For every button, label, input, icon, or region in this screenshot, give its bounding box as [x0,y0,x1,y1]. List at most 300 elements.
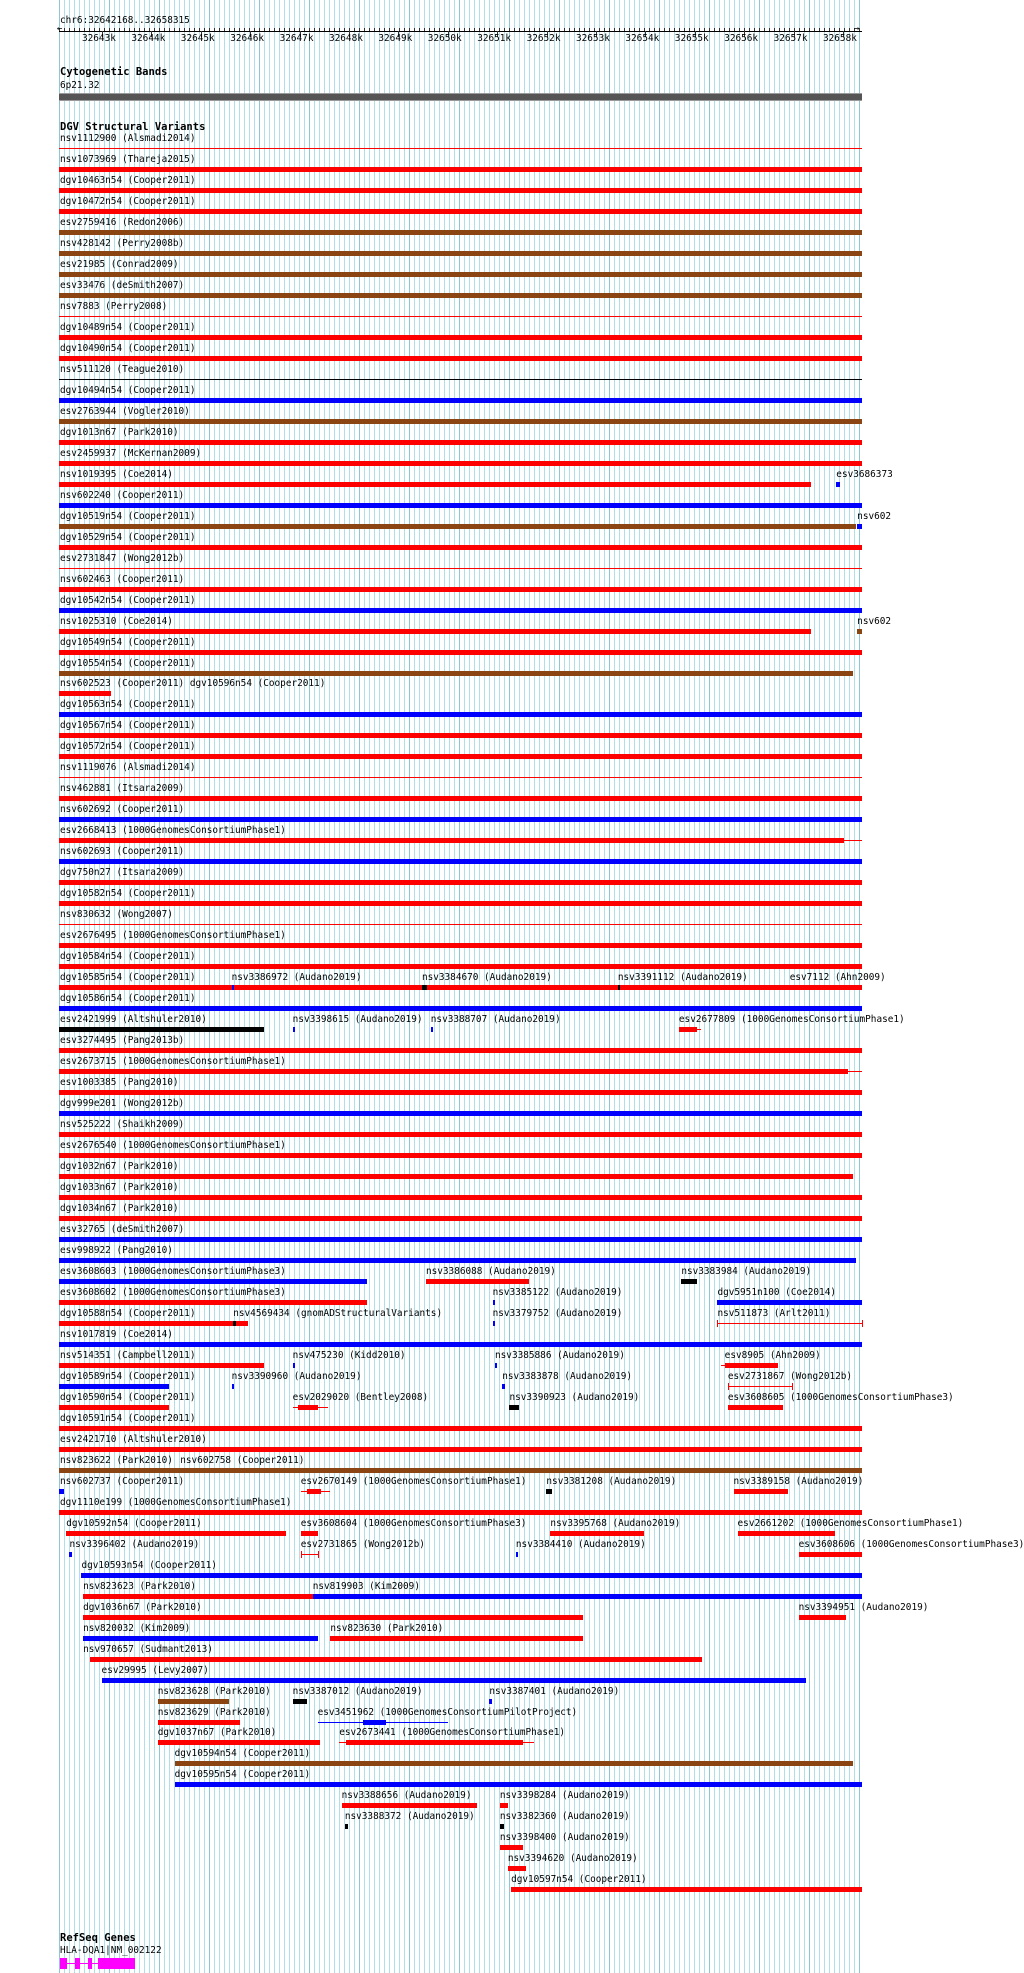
variant-label[interactable]: dgv1036n67 (Park2010) [83,1601,202,1613]
variant-bar[interactable] [330,1636,583,1641]
variant-label[interactable]: dgv1032n67 (Park2010) [60,1161,179,1173]
variant-label[interactable]: nsv602240 (Cooper2011) [60,489,185,501]
variant-bar[interactable] [102,1678,806,1683]
variant-bar[interactable] [59,167,862,172]
variant-label[interactable]: dgv10594n54 (Cooper2011) [174,1748,311,1760]
variant-bar[interactable] [59,1342,862,1347]
variant-bar[interactable] [59,1258,856,1263]
variant-label[interactable]: nsv1017819 (Coe2014) [60,1328,173,1340]
variant-label[interactable]: esv2731847 (Wong2012b) [60,552,185,564]
ruler-minor-tick [799,28,800,31]
variant-bar[interactable] [59,650,862,655]
variant-label[interactable]: nsv602758 (Cooper2011) [180,1454,305,1466]
variant-bar[interactable] [59,524,856,529]
variant-bar[interactable] [717,1300,862,1305]
variant-bar[interactable] [59,545,862,550]
variant-label[interactable]: nsv3388656 (Audano2019) [341,1790,472,1802]
variant-label[interactable]: dgv750n27 (Itsara2009) [60,867,185,879]
ruler-minor-tick [464,28,465,31]
variant-bar[interactable] [59,1027,264,1032]
variant-label[interactable]: esv998922 (Pang2010) [60,1244,173,1256]
variant-bar[interactable] [59,1300,367,1305]
variant-bar[interactable] [59,817,862,822]
variant-bar[interactable] [516,1552,518,1557]
ruler-minor-tick [484,28,485,31]
variant-label[interactable]: nsv830632 (Wong2007) [60,909,173,921]
variant-label[interactable]: dgv10542n54 (Cooper2011) [60,594,196,606]
variant-label[interactable]: nsv3394951 (Audano2019) [798,1601,929,1613]
ruler-tick-label: 32656k [724,33,759,44]
ruler-minor-tick [274,28,275,31]
variant-label[interactable]: nsv3391112 (Audano2019) [617,972,748,984]
variant-bar[interactable] [799,1552,862,1557]
ruler-minor-tick [514,28,515,31]
variant-label[interactable]: nsv3398284 (Audano2019) [499,1790,630,1802]
variant-inner-block[interactable] [363,1720,385,1725]
cytoband-bar[interactable] [59,93,862,101]
variant-label[interactable]: esv29995 (Levy2007) [101,1664,209,1676]
variant-label[interactable]: esv3608602 (1000GenomesConsortiumPhase3) [60,1286,286,1298]
variant-label[interactable]: esv3608604 (1000GenomesConsortiumPhase3) [300,1517,527,1529]
variant-label[interactable]: nsv1025310 (Coe2014) [60,615,173,627]
variant-label[interactable]: esv2661202 (1000GenomesConsortiumPhase1) [737,1517,964,1529]
variant-label[interactable]: nsv823628 (Park2010) [157,1685,271,1697]
ruler-minor-tick [549,28,550,31]
variant-bar[interactable] [59,671,853,676]
ruler-tick-label: 32650k [427,33,462,44]
variant-bar[interactable] [293,1027,295,1032]
ruler-minor-tick [474,28,475,31]
variant-label[interactable]: nsv823629 (Park2010) [157,1706,271,1718]
ruler-minor-tick [684,28,685,31]
variant-label[interactable]: esv2673715 (1000GenomesConsortiumPhase1) [60,1056,286,1068]
variant-label[interactable]: dgv10572n54 (Cooper2011) [60,741,196,753]
variant-bar[interactable] [83,1594,313,1599]
variant-bar[interactable] [301,1531,318,1536]
variant-bar[interactable] [550,1531,644,1536]
variant-bar[interactable] [59,251,862,256]
variant-bar[interactable] [618,985,620,990]
variant-bar[interactable] [493,1321,495,1326]
variant-label[interactable]: esv2459937 (McKernan2009) [60,447,202,459]
variant-bar[interactable] [232,1384,234,1389]
variant-label[interactable]: esv2421999 (Altshuler2010) [60,1014,207,1026]
ruler-left-arrow-icon: ← [57,24,63,34]
variant-label[interactable]: esv2676540 (1000GenomesConsortiumPhase1) [60,1140,286,1152]
ruler-minor-tick [599,28,600,31]
variant-bar[interactable] [59,568,862,569]
variant-bar[interactable] [59,712,862,717]
variant-bar[interactable] [59,230,862,235]
variant-bar[interactable] [836,482,840,487]
variant-label[interactable]: nsv602523 (Cooper2011) [60,678,185,690]
variant-label[interactable]: esv7112 (Ahn2009) [789,972,886,984]
variant-bar[interactable] [59,1384,169,1389]
variant-bar[interactable] [59,1153,862,1158]
variant-label[interactable]: nsv462881 (Itsara2009) [60,783,185,795]
variant-bar[interactable] [59,419,862,424]
variant-label[interactable]: esv1003385 (Pang2010) [60,1077,179,1089]
variant-bar[interactable] [59,777,862,778]
variant-label[interactable]: nsv3389158 (Audano2019) [733,1475,864,1487]
variant-label[interactable]: nsv514351 (Campbell2011) [60,1349,196,1361]
variant-label[interactable]: dgv10463n54 (Cooper2011) [60,174,196,186]
ruler-minor-tick [544,28,545,31]
variant-bar[interactable] [59,859,862,864]
variant-bar[interactable] [69,1552,71,1557]
variant-label[interactable]: nsv3385122 (Audano2019) [492,1286,623,1298]
variant-bar[interactable] [59,461,862,466]
variant-label[interactable]: nsv3383878 (Audano2019) [502,1370,633,1382]
variant-bar[interactable] [509,1405,519,1410]
variant-label[interactable]: nsv3398615 (Audano2019) [292,1014,423,1026]
variant-bar[interactable] [59,482,811,487]
variant-label[interactable]: dgv10595n54 (Cooper2011) [174,1769,311,1781]
variant-bar[interactable] [59,985,862,990]
variant-label[interactable]: esv3608606 (1000GenomesConsortiumPhase3) [798,1538,1024,1550]
variant-bar[interactable] [59,629,811,634]
cytoband-label: 6p21.32 [60,80,100,91]
variant-label[interactable]: nsv3387401 (Audano2019) [489,1685,620,1697]
ruler-minor-tick [679,28,680,31]
variant-bar[interactable] [59,1405,169,1410]
variant-label[interactable]: nsv602737 (Cooper2011) [60,1475,185,1487]
variant-label[interactable]: esv33476 (deSmith2007) [60,279,185,291]
variant-label[interactable]: dgv10584n54 (Cooper2011) [60,951,196,963]
variant-label[interactable]: dgv1033n67 (Park2010) [60,1182,179,1193]
variant-label[interactable]: esv21985 (Conrad2009) [60,258,179,270]
ruler-minor-tick [784,28,785,31]
variant-label[interactable]: dgv10592n54 (Cooper2011) [66,1517,202,1529]
ruler-minor-tick [844,28,845,31]
variant-bar[interactable] [500,1845,523,1850]
ruler-minor-tick [389,28,390,31]
variant-label[interactable]: esv2421710 (Altshuler2010) [60,1433,207,1445]
variant-label[interactable]: dgv1013n67 (Park2010) [60,426,179,438]
variant-label[interactable]: nsv819903 (Kim2009) [312,1580,420,1592]
variant-bar[interactable] [59,964,862,969]
variant-bar[interactable] [422,985,427,990]
variant-bar[interactable] [59,148,862,149]
variant-bar[interactable] [59,335,862,340]
variant-label[interactable]: nsv525222 (Shaikh2009) [60,1119,185,1131]
variant-bar[interactable] [857,629,862,634]
variant-bar[interactable] [59,691,111,696]
variant-label[interactable]: esv2759416 (Redon2006) [60,216,185,228]
variant-extent-line [59,840,862,841]
variant-label[interactable]: nsv3382360 (Audano2019) [499,1811,630,1823]
variant-label[interactable]: dgv10596n54 (Cooper2011) [189,678,326,690]
variant-label[interactable]: dgv10591n54 (Cooper2011) [60,1412,196,1424]
ruler-minor-tick [469,28,470,31]
variant-bar[interactable] [158,1720,241,1725]
variant-bar[interactable] [59,1216,862,1221]
ruler-minor-tick [639,28,640,31]
ruler-tick-label: 32657k [773,33,808,44]
variant-label[interactable]: dgv10597n54 (Cooper2011) [511,1874,647,1886]
variant-bar[interactable] [59,272,862,277]
variant-bar[interactable] [293,1699,307,1704]
variant-label[interactable]: esv3608605 (1000GenomesConsortiumPhase3) [727,1391,954,1403]
variant-bar[interactable] [59,587,862,592]
ruler-minor-tick [159,28,160,31]
variant-bar[interactable] [59,1132,862,1137]
ruler-minor-tick [239,28,240,31]
ruler-minor-tick [754,28,755,31]
variant-bar[interactable] [59,1237,862,1242]
variant-bar[interactable] [59,356,862,361]
variant-bar[interactable] [59,1174,853,1179]
variant-label[interactable]: dgv10549n54 (Cooper2011) [60,636,196,648]
variant-label[interactable]: nsv1073969 (Thareja2015) [60,153,196,165]
variant-bar[interactable] [59,209,862,214]
ruler-minor-tick [354,28,355,31]
variant-label[interactable]: nsv602693 (Cooper2011) [60,846,185,858]
variant-label[interactable]: esv3608603 (1000GenomesConsortiumPhase3) [60,1265,286,1277]
variant-bar[interactable] [59,503,862,508]
variant-bar[interactable] [293,1363,295,1368]
variant-label[interactable]: dgv10585n54 (Cooper2011) [60,972,196,984]
ruler-minor-tick [849,28,850,31]
variant-bar[interactable] [59,754,862,759]
variant-label[interactable]: nsv3394620 (Audano2019) [507,1853,638,1865]
variant-bar[interactable] [508,1866,526,1871]
variant-bar[interactable] [857,524,862,529]
variant-label[interactable]: dgv1037n67 (Park2010) [157,1727,277,1739]
variant-bar[interactable] [511,1887,862,1892]
variant-label[interactable]: esv8905 (Ahn2009) [724,1349,821,1361]
variant-bar[interactable] [59,733,862,738]
variant-label[interactable]: esv2731865 (Wong2012b) [300,1538,425,1550]
variant-label[interactable]: nsv3398400 (Audano2019) [499,1832,630,1844]
variant-label[interactable]: nsv1119076 (Alsmadi2014) [60,762,196,774]
variant-bar[interactable] [59,188,862,193]
ruler-minor-tick [214,28,215,31]
variant-label[interactable]: nsv823623 (Park2010) [83,1580,196,1592]
variant-bar[interactable] [489,1699,491,1704]
variant-label[interactable]: esv2676495 (1000GenomesConsortiumPhase1) [60,930,286,942]
variant-bar[interactable] [158,1740,320,1745]
variant-label[interactable]: dgv10590n54 (Cooper2011) [60,1391,196,1403]
variant-bar[interactable] [59,1447,862,1452]
variant-bar[interactable] [728,1405,783,1410]
variant-label[interactable]: dgv10589n54 (Cooper2011) [60,1370,196,1382]
variant-label[interactable]: nsv3385886 (Audano2019) [495,1349,625,1361]
variant-bar[interactable] [59,1363,264,1368]
variant-label[interactable]: dgv10582n54 (Cooper2011) [60,888,196,900]
variant-bar[interactable] [738,1531,835,1536]
ruler-minor-tick [134,28,135,31]
variant-bar[interactable] [313,1594,862,1599]
variant-label[interactable]: dgv10588n54 (Cooper2011) [60,1307,196,1319]
variant-label[interactable]: nsv602 [857,510,892,522]
variant-bar[interactable] [59,943,862,948]
variant-label[interactable]: nsv3383984 (Audano2019) [681,1265,812,1277]
ruler-minor-tick [439,28,440,31]
ruler-minor-tick [324,28,325,31]
variant-bar[interactable] [59,1426,862,1431]
variant-bar[interactable] [90,1657,703,1662]
ruler-minor-tick [834,28,835,31]
variant-label[interactable]: dgv1110e199 (1000GenomesConsortiumPhase1) [60,1496,292,1508]
variant-bar[interactable] [799,1615,846,1620]
variant-bar[interactable] [83,1636,317,1641]
variant-label[interactable]: nsv511120 (Teague2010) [60,363,185,375]
variant-bar[interactable] [546,1489,552,1494]
variant-bar[interactable] [59,1048,862,1053]
variant-label[interactable]: esv2029020 (Bentley2008) [292,1391,429,1403]
variant-label[interactable]: nsv1112900 (Alsmadi2014) [60,133,196,144]
variant-label[interactable]: esv2670149 (1000GenomesConsortiumPhase1) [300,1475,527,1487]
variant-bar[interactable] [175,1782,862,1787]
variant-label[interactable]: nsv3395768 (Audano2019) [550,1517,681,1529]
variant-label[interactable]: nsv3390960 (Audano2019) [231,1370,362,1382]
variant-bar[interactable] [175,1761,854,1766]
variant-bar[interactable] [431,1027,433,1032]
variant-bar[interactable] [426,1279,529,1284]
variant-label[interactable]: nsv3386972 (Audano2019) [231,972,362,984]
ruler-minor-tick [669,28,670,31]
variant-label[interactable]: dgv10563n54 (Cooper2011) [60,699,196,711]
variant-label[interactable]: nsv3388372 (Audano2019) [344,1811,475,1823]
variant-bar[interactable] [59,880,862,885]
ruler-minor-tick [594,28,595,31]
variant-label[interactable]: nsv602463 (Cooper2011) [60,573,185,585]
variant-label[interactable]: nsv3388707 (Audano2019) [430,1014,561,1026]
variant-label[interactable]: dgv10529n54 (Cooper2011) [60,531,196,543]
variant-bar[interactable] [500,1824,504,1829]
ruler-minor-tick [319,28,320,31]
variant-bar[interactable] [728,1386,792,1387]
variant-bar[interactable] [59,398,862,403]
variant-bar[interactable] [59,1468,862,1473]
variant-bar[interactable] [59,608,862,613]
variant-bar[interactable] [59,440,862,445]
variant-label[interactable]: esv3686373 [836,468,893,480]
variant-label[interactable]: dgv10593n54 (Cooper2011) [81,1559,217,1571]
variant-bar[interactable] [301,1554,318,1555]
variant-bar[interactable] [59,901,862,906]
variant-bar[interactable] [59,924,862,925]
variant-label[interactable]: dgv5951n100 (Coe2014) [717,1286,836,1298]
variant-bar[interactable] [59,379,862,380]
variant-label[interactable]: esv2673441 (1000GenomesConsortiumPhase1) [339,1727,566,1739]
variant-label[interactable]: nsv3390923 (Audano2019) [509,1391,640,1403]
variant-bar[interactable] [59,293,862,298]
variant-bar[interactable] [500,1803,508,1808]
variant-bar[interactable] [345,1824,348,1829]
variant-label[interactable]: esv2668413 (1000GenomesConsortiumPhase1) [60,825,286,837]
variant-label[interactable]: nsv3384670 (Audano2019) [421,972,552,984]
variant-label[interactable]: esv32765 (deSmith2007) [60,1223,185,1235]
variant-end-tick [862,1320,863,1327]
variant-label[interactable]: nsv823622 (Park2010) [60,1454,173,1466]
variant-label[interactable]: esv3274495 (Pang2013b) [60,1035,185,1047]
ruler-minor-tick [734,28,735,31]
variant-label[interactable]: nsv511873 (Arlt2011) [717,1307,831,1319]
variant-bar[interactable] [59,796,862,801]
ruler-minor-tick [419,28,420,31]
variant-label[interactable]: nsv3384410 (Audano2019) [515,1538,646,1550]
ruler-minor-tick [114,28,115,31]
variant-label[interactable]: nsv475230 (Kidd2010) [292,1349,406,1361]
variant-bar[interactable] [59,1510,862,1515]
variant-bar[interactable] [502,1384,504,1389]
variant-bar[interactable] [81,1573,862,1578]
variant-bar[interactable] [493,1300,495,1305]
variant-label[interactable]: nsv3387012 (Audano2019) [292,1685,423,1697]
variant-bar[interactable] [495,1363,497,1368]
variant-bar[interactable] [734,1489,789,1494]
variant-label[interactable]: dgv1034n67 (Park2010) [60,1202,179,1214]
ruler-minor-tick [344,28,345,31]
variant-label[interactable]: esv2677809 (1000GenomesConsortiumPhase1) [678,1014,905,1026]
variant-bar[interactable] [232,985,234,990]
ruler-minor-tick [689,28,690,31]
ruler-minor-tick [179,28,180,31]
variant-bar[interactable] [59,1279,367,1284]
variant-label[interactable]: dgv10586n54 (Cooper2011) [60,993,196,1005]
variant-label[interactable]: nsv602 [857,615,892,627]
variant-bar[interactable] [59,1006,862,1011]
variant-label[interactable]: esv2731867 (Wong2012b) [727,1370,853,1382]
variant-label[interactable]: dgv10554n54 (Cooper2011) [60,657,196,669]
variant-bar[interactable] [59,1090,862,1095]
variant-label[interactable]: esv2763944 (Vogler2010) [60,405,190,417]
variant-bar[interactable] [59,1195,862,1200]
variant-label[interactable]: dgv10472n54 (Cooper2011) [60,195,196,207]
variant-bar[interactable] [342,1803,478,1808]
variant-bar[interactable] [233,1321,235,1326]
variant-label[interactable]: nsv820032 (Kim2009) [83,1622,191,1634]
variant-label[interactable]: esv3451962 (1000GenomesConsortiumPilotProject) [317,1706,578,1718]
variant-bar[interactable] [66,1531,286,1536]
variant-bar[interactable] [59,1321,248,1326]
variant-bar[interactable] [717,1323,862,1324]
variant-label[interactable]: nsv3381208 (Audano2019) [546,1475,677,1487]
ruler-minor-tick [619,28,620,31]
variant-label[interactable]: dgv10567n54 (Cooper2011) [60,720,196,732]
variant-label[interactable]: nsv7883 (Perry2008) [60,300,168,312]
variant-label[interactable]: nsv823630 (Park2010) [330,1622,444,1634]
variant-label[interactable]: nsv3386088 (Audano2019) [425,1265,556,1277]
variant-label[interactable]: nsv3396402 (Audano2019) [69,1538,200,1550]
variant-bar[interactable] [59,1489,64,1494]
variant-bar[interactable] [681,1279,696,1284]
variant-bar[interactable] [59,1111,862,1116]
variant-bar[interactable] [158,1699,229,1704]
locus-label: chr6:32642168..32658315 [60,15,190,26]
ruler-minor-tick [259,28,260,31]
variant-label[interactable]: dgv999e201 (Wong2012b) [60,1098,185,1110]
variant-label[interactable]: dgv10490n54 (Cooper2011) [60,342,196,354]
variant-bar[interactable] [83,1615,583,1620]
variant-label[interactable]: dgv10489n54 (Cooper2011) [60,321,196,333]
variant-bar[interactable] [59,316,862,317]
ruler-minor-tick [739,28,740,31]
variant-label[interactable]: dgv10519n54 (Cooper2011) [60,510,196,522]
ruler-minor-tick [614,28,615,31]
ruler-minor-tick [89,28,90,31]
variant-label[interactable]: nsv4569434 (gnomADStructuralVariants) [233,1307,443,1319]
variant-label[interactable]: nsv602692 (Cooper2011) [60,804,185,816]
variant-label[interactable]: nsv1019395 (Coe2014) [60,468,173,480]
ruler-tick-label: 32643k [82,33,116,44]
variant-label[interactable]: nsv970657 (Sudmant2013) [83,1643,213,1655]
variant-label[interactable]: nsv428142 (Perry2008b) [60,237,185,249]
variant-label[interactable]: nsv3379752 (Audano2019) [492,1307,623,1319]
variant-label[interactable]: dgv10494n54 (Cooper2011) [60,384,196,396]
